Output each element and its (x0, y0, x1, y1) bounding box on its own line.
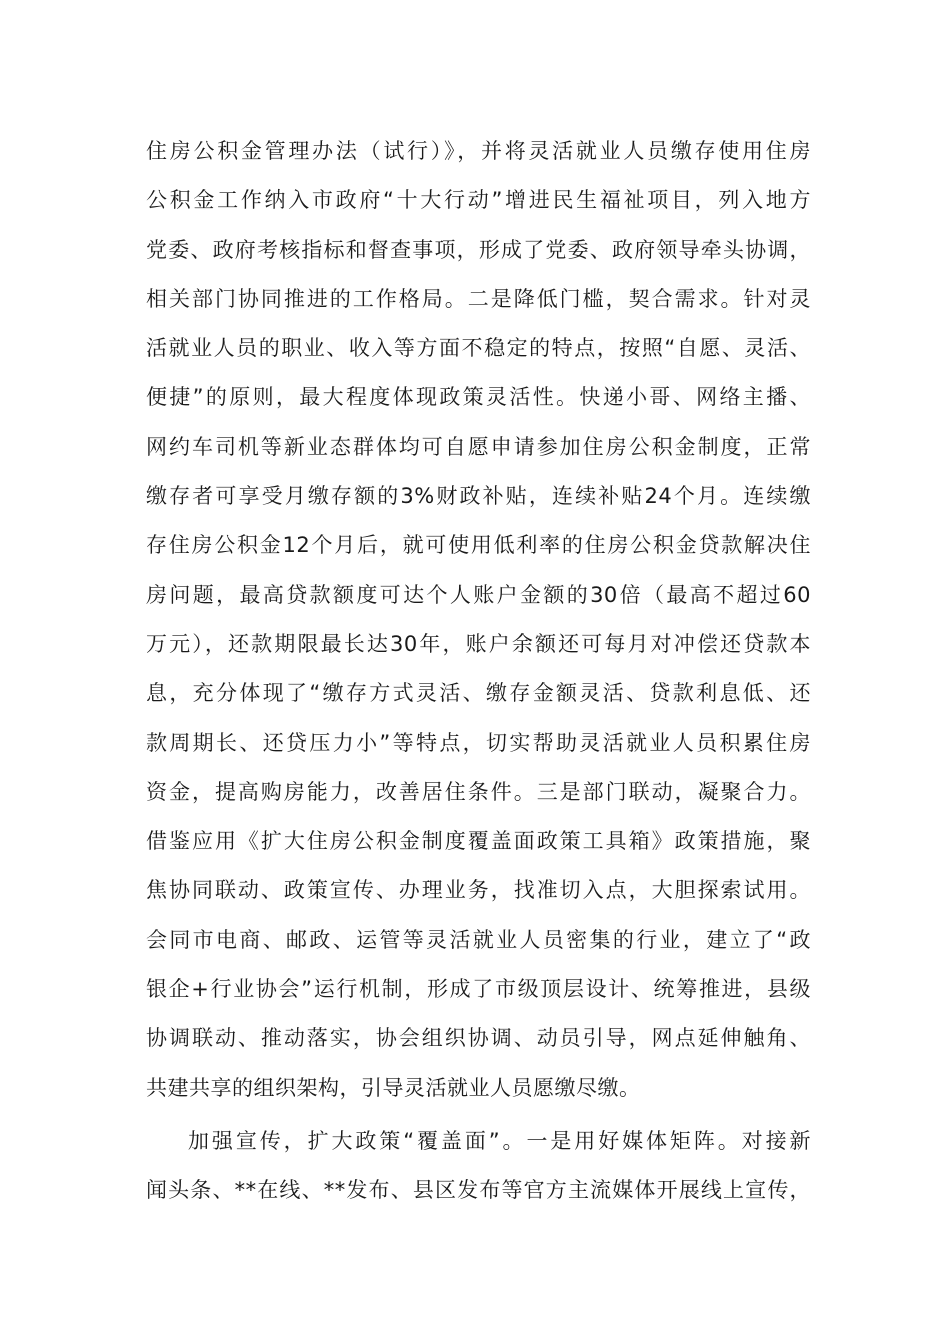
paragraph-1-line: 便捷”的原则，最大程度体现政策灵活性。快递小哥、网络主播、 (146, 385, 811, 410)
paragraph-1-line: 存住房公积金12个月后，就可使用低利率的住房公积金贷款解决住 (146, 533, 811, 558)
paragraph-1-line: 会同市电商、邮政、运管等灵活就业人员密集的行业，建立了“政 (146, 927, 811, 952)
paragraph-1 (146, 127, 811, 1113)
paragraph-1-line: 息，充分体现了“缴存方式灵活、缴存金额灵活、贷款利息低、还 (146, 681, 811, 706)
paragraph-2-line: 闻头条、**在线、**发布、县区发布等官方主流媒体开展线上宣传， (146, 1178, 811, 1203)
paragraph-1-line: 党委、政府考核指标和督查事项，形成了党委、政府领导牵头协调， (146, 237, 811, 262)
paragraph-1-line: 住房公积金管理办法（试行）》，并将灵活就业人员缴存使用住房 (146, 139, 811, 163)
paragraph-1-line: 协调联动、推动落实，协会组织协调、动员引导，网点延伸触角、 (146, 1026, 811, 1051)
paragraph-1-line: 资金，提高购房能力，改善居住条件。三是部门联动，凝聚合力。 (146, 779, 811, 804)
paragraph-1-line: 焦协同联动、政策宣传、办理业务，找准切入点，大胆探索试用。 (146, 878, 811, 903)
paragraph-1-line: 借鉴应用《扩大住房公积金制度覆盖面政策工具箱》政策措施，聚 (146, 829, 811, 854)
paragraph-1-line: 网约车司机等新业态群体均可自愿申请参加住房公积金制度，正常 (146, 434, 811, 459)
paragraph-1-line: 万元），还款期限最长达30年，账户余额还可每月对冲偿还贷款本 (146, 631, 811, 656)
paragraph-1-line: 公积金工作纳入市政府“十大行动”增进民生福祉项目，列入地方 (146, 188, 811, 213)
paragraph-1-line: 共建共享的组织架构，引导灵活就业人员愿缴尽缴。 (146, 1075, 641, 1100)
paragraph-1-line: 相关部门协同推进的工作格局。二是降低门槛，契合需求。针对灵 (146, 286, 811, 311)
paragraph-2-line: 加强宣传，扩大政策“覆盖面”。一是用好媒体矩阵。对接新 (188, 1129, 811, 1153)
paragraph-1-line: 活就业人员的职业、收入等方面不稳定的特点，按照“自愿、灵活、 (146, 336, 811, 361)
paragraph-1-line: 缴存者可享受月缴存额的3%财政补贴，连续补贴24个月。连续缴 (146, 484, 811, 509)
paragraph-1-line: 银企+行业协会”运行机制，形成了市级顶层设计、统筹推进，县级 (146, 977, 811, 1002)
paragraph-2 (146, 1117, 811, 1216)
paragraph-1-line: 房问题，最高贷款额度可达个人账户金额的30倍（最高不超过60 (146, 582, 811, 607)
paragraph-1-line: 款周期长、还贷压力小”等特点，切实帮助灵活就业人员积累住房 (146, 730, 811, 755)
